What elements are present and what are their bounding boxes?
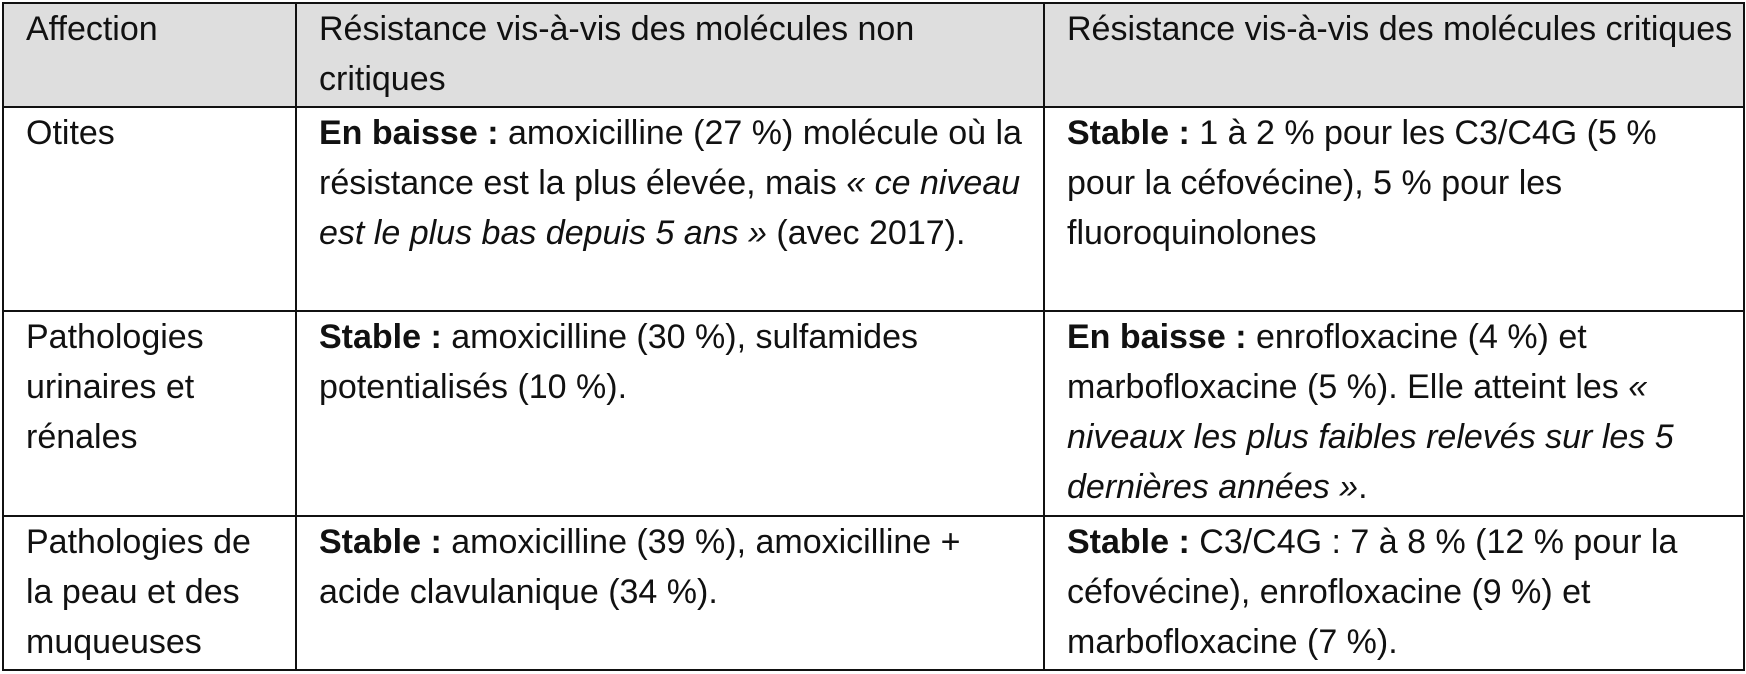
- cell-affection: Otites: [3, 107, 296, 311]
- cell-text: enrofloxacine (4 %) et marbofloxacine (5 %). Elle atteint les: [1067, 318, 1629, 406]
- cell-text: C3/C4G : 7 à 8 % (12 % pour la céfovécine), enrofloxacine (9 %) et marbofloxacine (7 %).: [1067, 523, 1678, 661]
- cell-text: 1 à 2 % pour les C3/C4G (5 % pour la céfovécine), 5 % pour les fluoroquinolones: [1067, 114, 1657, 252]
- header-row: [3, 3, 1744, 107]
- status-label: En baisse :: [319, 114, 499, 152]
- status-label: Stable :: [1067, 523, 1190, 561]
- cell-non-critical: [296, 107, 1044, 311]
- quote-text: « niveaux les plus faibles relevés sur les 5 dernières années »: [1067, 368, 1674, 506]
- cell-affection: Pathologies de la peau et des muqueuses: [3, 516, 296, 670]
- quote-text: « ce niveau est le plus bas depuis 5 ans »: [319, 164, 1021, 252]
- cell-tail: (avec 2017).: [766, 214, 966, 252]
- cell-affection: Pathologies urinaires et rénales: [3, 311, 296, 516]
- header-affection: Affection: [3, 3, 296, 107]
- status-label: Stable :: [319, 523, 442, 561]
- table-row: [3, 516, 1744, 670]
- cell-non-critical: [296, 311, 1044, 516]
- cell-text: amoxicilline (27 %) molécule où la résistance est la plus élevée, mais: [319, 114, 1022, 202]
- status-label: Stable :: [319, 318, 442, 356]
- header-non-critical: Résistance vis-à-vis des molécules non critiques: [296, 3, 1044, 107]
- cell-text: amoxicilline (30 %), sulfamides potentialisés (10 %).: [319, 318, 918, 406]
- resistance-table: [2, 2, 1745, 671]
- cell-critical: [1044, 311, 1744, 516]
- status-label: Stable :: [1067, 114, 1190, 152]
- cell-tail: .: [1358, 468, 1368, 506]
- cell-critical: [1044, 107, 1744, 311]
- header-critical: Résistance vis-à-vis des molécules critiques: [1044, 3, 1744, 107]
- cell-text: amoxicilline (39 %), amoxicilline + acide clavulanique (34 %).: [319, 523, 961, 611]
- cell-critical: [1044, 516, 1744, 670]
- status-label: En baisse :: [1067, 318, 1247, 356]
- table-row: [3, 107, 1744, 311]
- table-row: [3, 311, 1744, 516]
- cell-non-critical: [296, 516, 1044, 670]
